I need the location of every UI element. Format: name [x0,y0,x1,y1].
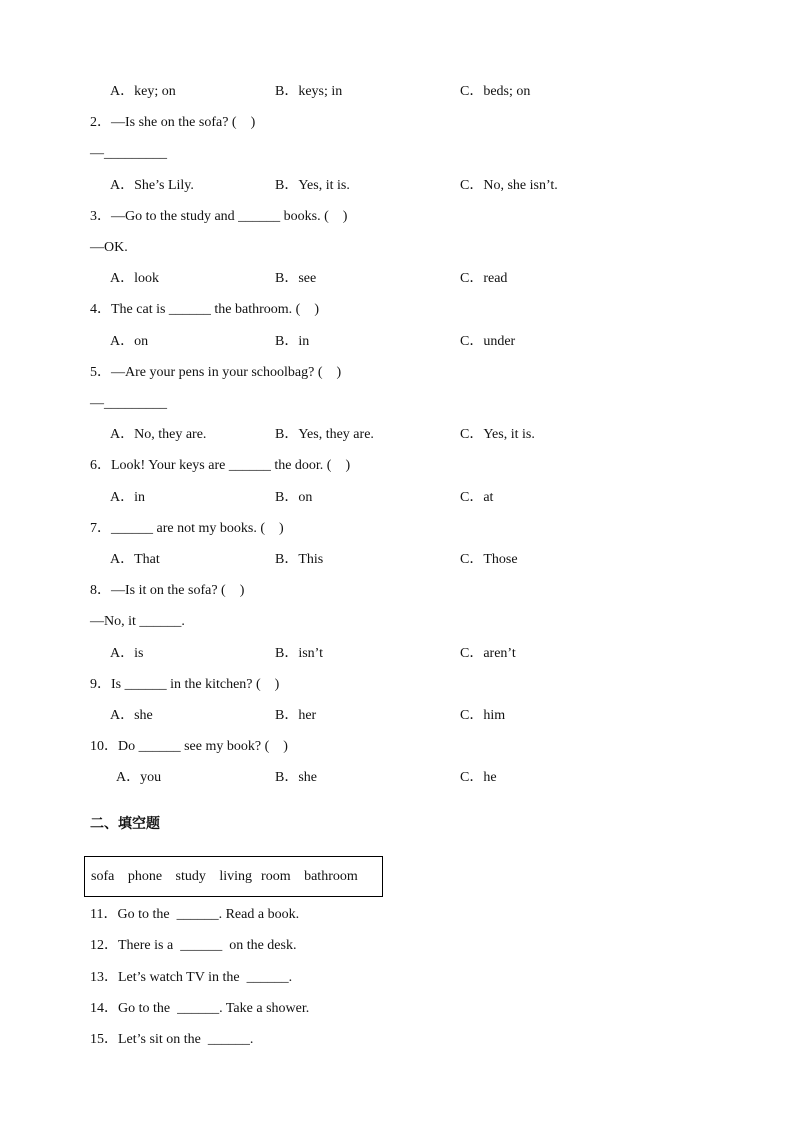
q3-stem: 3．—Go to the study and ______ books. ( ) [90,209,348,224]
q2-answer-line: —_________ [90,146,167,161]
q6-options [110,489,710,507]
q9-options [110,707,710,725]
q2-option-c: C．No, she isn’t. [460,178,558,193]
q8-option-a: A．is [110,646,144,661]
q6-stem: 6．Look! Your keys are ______ the door. ( ) [90,458,351,473]
q5-option-b: B．Yes, they are. [275,427,374,442]
q9-option-b: B．her [275,708,317,723]
q4-option-c: C．under [460,334,516,349]
section-title: 二、填空题 [90,816,160,832]
q9-option-c: C．him [460,708,506,723]
q3-answer-line: —OK. [90,240,128,255]
q10-options [110,769,710,787]
q4-stem: 4．The cat is ______ the bathroom. ( ) [90,302,320,317]
q7-options [110,551,710,569]
q3-options [110,270,710,288]
q4-options [110,333,710,351]
q7-stem: 7．______ are not my books. ( ) [90,521,284,536]
word-bank-text: sofa phone study living room bathroom [91,868,358,884]
q10-option-c: C．he [460,770,497,785]
fill-item: 12．There is a ______ on the desk. [90,938,297,953]
q6-option-c: C．at [460,490,494,505]
q8-option-c: C．aren’t [460,646,516,661]
q1-option-c: C．beds; on [460,84,531,99]
q2-option-b: B．Yes, it is. [275,178,350,193]
word-bank-box [84,856,383,897]
q5-options [110,426,710,444]
q2-stem: 2．—Is she on the sofa? ( ) [90,115,256,130]
q4-option-a: A．on [110,334,149,349]
q10-stem: 10．Do ______ see my book? ( ) [90,739,288,754]
q5-answer-line: —_________ [90,396,167,411]
q5-stem: 5．—Are your pens in your schoolbag? ( ) [90,365,342,380]
q5-option-a: A．No, they are. [110,427,207,442]
fill-item: 11．Go to the ______. Read a book. [90,907,300,922]
q3-option-a: A．look [110,271,159,286]
fill-item: 15．Let’s sit on the ______. [90,1032,254,1047]
q7-option-c: C．Those [460,552,518,567]
q5-option-c: C．Yes, it is. [460,427,535,442]
q3-option-b: B．see [275,271,317,286]
q9-option-a: A．she [110,708,153,723]
q10-option-a: A．you [116,770,162,785]
q7-option-a: A．That [110,552,160,567]
q8-answer-line: —No, it ______. [90,614,185,629]
q10-option-b: B．she [275,770,317,785]
q2-option-a: A．She’s Lily. [110,178,194,193]
q3-option-c: C．read [460,271,508,286]
q7-option-b: B．This [275,552,324,567]
q8-options [110,645,710,663]
fill-item: 14．Go to the ______. Take a shower. [90,1001,310,1016]
q1-option-a: A．key; on [110,84,176,99]
q8-option-b: B．isn’t [275,646,323,661]
q4-option-b: B．in [275,334,310,349]
q6-option-b: B．on [275,490,313,505]
fill-item: 13．Let’s watch TV in the ______. [90,970,293,985]
q1-option-b: B．keys; in [275,84,343,99]
q2-options [110,177,710,195]
q9-stem: 9．Is ______ in the kitchen? ( ) [90,677,280,692]
q6-option-a: A．in [110,490,145,505]
q8-stem: 8．—Is it on the sofa? ( ) [90,583,245,598]
q1-options [110,83,710,101]
